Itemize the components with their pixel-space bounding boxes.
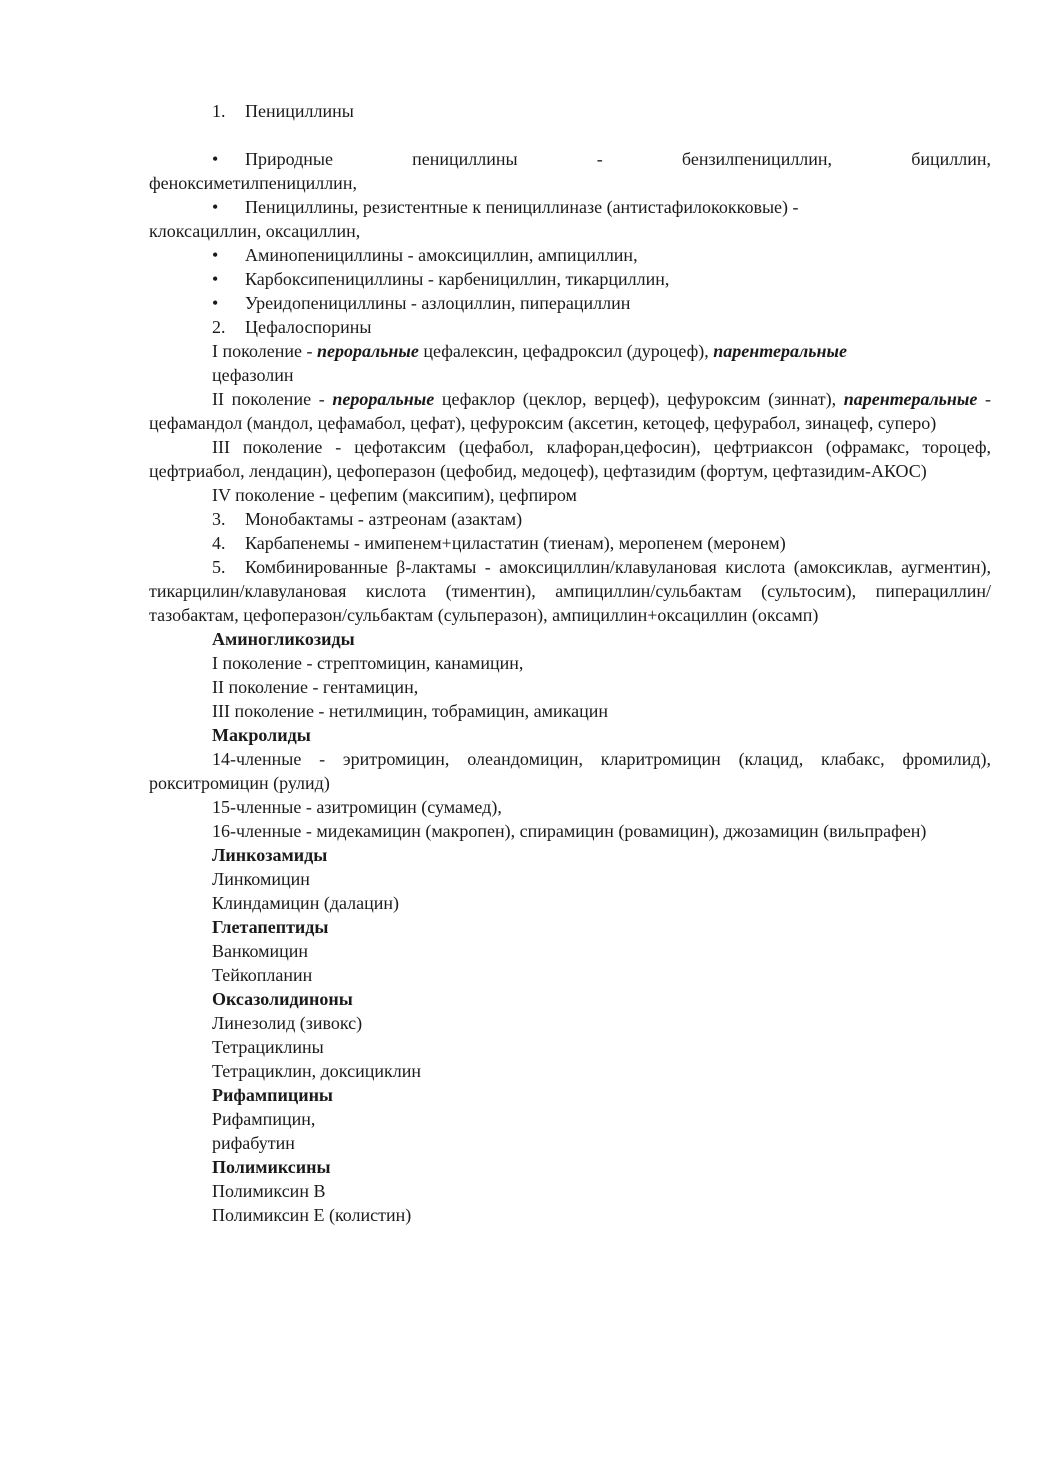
list-number: 5. xyxy=(212,557,226,577)
aminoglycosides-gen3: III поколение - нетилмицин, тобрамицин, амикацин xyxy=(212,701,609,721)
tetracyclines-item: Тетрациклин, доксициклин xyxy=(212,1061,421,1081)
section-combined: 5. Комбинированные β-лактамы - амоксициллин/клавулановая кислота (амоксиклав, аугментин), тикарцилин/клавулановая кислота (тиментин), ампициллин/сульбактам (сультосим), пиперациллин/ тазобактам, цефоперазон/сульбактам (сульперазон), ампициллин+оксациллин (оксамп) xyxy=(149,557,991,625)
bullet-icon: • xyxy=(212,245,219,265)
bullet-icon: • xyxy=(212,149,219,169)
section-penicillins-heading xyxy=(149,99,991,123)
macrolides-14: 14-членные - эритромицин, олеандомицин, кларитромицин (клацид, клабакс, фромилид), рокситромицин (рулид) xyxy=(149,749,991,793)
section-oxazolidinones-heading: Оксазолидиноны xyxy=(212,989,353,1009)
list-number: 3. xyxy=(212,509,226,529)
penicillins-ureido: • Уреидопенициллины - азлоциллин, пиперациллин xyxy=(212,293,631,313)
cephalosporins-gen4: IV поколение - цефепим (максипим), цефпиром xyxy=(212,485,577,505)
section-rifampicins-heading: Рифампицины xyxy=(212,1085,333,1105)
section-cephalosporins-heading xyxy=(149,315,991,339)
list-number: 4. xyxy=(212,533,226,553)
cephalosporins-gen2: II поколение - пероральные цефаклор (цеклор, верцеф), цефуроксим (зиннат), парентеральные - цефамандол (мандол, цефамабол, цефат), цефуроксим (аксетин, кетоцеф, цефурабол, зинацеф, суперо) xyxy=(149,389,992,433)
heading-text: Пенициллины xyxy=(245,101,354,121)
aminoglycosides-gen2: II поколение - гентамицин, xyxy=(212,677,419,697)
aminoglycosides-gen1: I поколение - стрептомицин, канамицин, xyxy=(212,653,524,673)
rifampicins-item: рифабутин xyxy=(212,1133,295,1153)
section-polymyxins-heading: Полимиксины xyxy=(212,1157,331,1177)
section-macrolides-heading: Макролиды xyxy=(212,725,311,745)
section-glycopeptides-heading: Глетапептиды xyxy=(212,917,329,937)
glycopeptides-item: Ванкомицин xyxy=(212,941,309,961)
polymyxins-item: Полимиксин Е (колистин) xyxy=(212,1205,412,1225)
macrolides-15: 15-членные - азитромицин (сумамед), xyxy=(212,797,502,817)
oxazolidinones-item: Линезолид (зивокс) xyxy=(212,1013,363,1033)
section-aminoglycosides-heading: Аминогликозиды xyxy=(212,629,355,649)
heading-text: Цефалоспорины xyxy=(245,317,372,337)
bullet-icon: • xyxy=(212,293,219,313)
bullet-icon: • xyxy=(212,197,219,217)
document-page xyxy=(149,99,991,1227)
penicillins-carboxy: • Карбоксипенициллины - карбенициллин, тикарциллин, xyxy=(212,269,670,289)
penicillins-resistant-line2: клоксациллин, оксациллин, xyxy=(149,221,361,241)
penicillins-natural-line2: феноксиметилпенициллин, xyxy=(149,173,357,193)
penicillins-amino: • Аминопенициллины - амоксициллин, ампициллин, xyxy=(212,245,638,265)
macrolides-16: 16-членные - мидекамицин (макропен), спирамицин (ровамицин), джозамицин (вильпрафен) xyxy=(212,821,927,841)
lincosamides-item: Клиндамицин (далацин) xyxy=(212,893,399,913)
penicillins-resistant-line1: • Пенициллины, резистентные к пенициллиназе (антистафилококковые) - xyxy=(212,197,799,217)
spacer xyxy=(149,123,991,147)
cephalosporins-gen1: I поколение - пероральные цефалексин, цефадроксил (дуроцеф), парентеральные цефазолин xyxy=(212,341,847,385)
glycopeptides-item: Тейкопланин xyxy=(212,965,313,985)
list-number: 1. xyxy=(212,101,226,121)
polymyxins-item: Полимиксин В xyxy=(212,1181,326,1201)
list-number: 2. xyxy=(212,317,226,337)
section-tetracyclines-heading: Тетрациклины xyxy=(212,1037,324,1057)
section-monobactams: 3. Монобактамы - азтреонам (азактам) xyxy=(212,509,523,529)
penicillins-natural-line1: • Природные пенициллины - бензилпенициллин, бициллин, xyxy=(212,149,991,169)
section-carbapenems: 4. Карбапенемы - имипенем+циластатин (тиенам), меропенем (меронем) xyxy=(212,533,786,553)
cephalosporins-gen3: III поколение - цефотаксим (цефабол, клафоран,цефосин), цефтриаксон (офрамакс, тороцеф, цефтриабол, лендацин), цефоперазон (цефобид, медоцеф), цефтазидим (фортум, цефтазидим-АКОС) xyxy=(149,437,991,481)
rifampicins-item: Рифампицин, xyxy=(212,1109,316,1129)
lincosamides-item: Линкомицин xyxy=(212,869,310,889)
section-lincosamides-heading: Линкозамиды xyxy=(212,845,328,865)
bullet-icon: • xyxy=(212,269,219,289)
